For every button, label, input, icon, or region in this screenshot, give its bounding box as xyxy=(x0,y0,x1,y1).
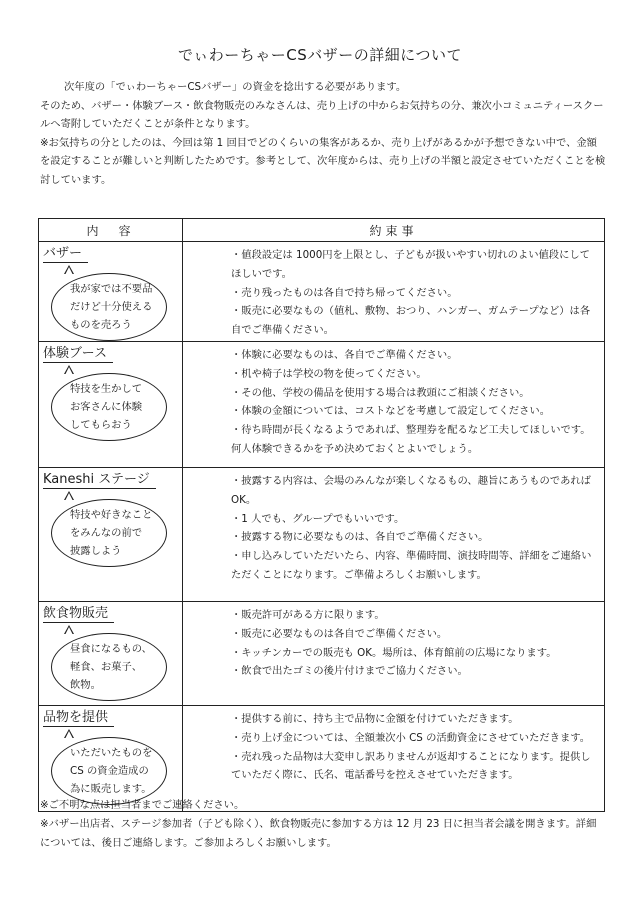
rules-cell xyxy=(183,242,605,342)
rule-item: ・売り残ったものは各自で持ち帰ってください。 xyxy=(231,286,458,299)
bubble-line: 軽食、お菓子、 xyxy=(70,661,143,673)
rule-item: ・売れ残った品物は大変申し訳ありませんが返却することになります。提供していただく際に、氏名、電話番号を控えさせていただきます。 xyxy=(231,750,591,782)
rule-item: ・披露する内容は、会場のみんなが楽しくなるもの、趣旨にあうものであれば OK。 xyxy=(231,475,591,506)
rules-cell xyxy=(183,342,605,468)
table-row xyxy=(39,602,605,706)
category-cell xyxy=(39,342,183,468)
bubble-line: してもらおう xyxy=(70,419,132,431)
rule-item: ・1 人でも、グループでもいいです。 xyxy=(231,512,405,525)
rule-item: ・販売に必要なもの（値札、敷物、おつり、ハンガー、ガムテープなど）は各自でご準備ください。 xyxy=(231,305,591,337)
intro-text xyxy=(40,78,606,190)
bubble-line: 我が家では不要品 xyxy=(70,283,153,295)
rule-item: ・提供する前に、持ち主で品物に金額を付けていただきます。 xyxy=(231,713,519,725)
category-label: Kaneshi ステージ xyxy=(43,472,156,489)
bubble-tail xyxy=(64,491,74,500)
category-label: バザー xyxy=(43,246,88,263)
category-label: 体験ブース xyxy=(43,346,113,363)
bubble-line: 披露しよう xyxy=(70,545,122,557)
intro-paragraph: そのため、バザー・体験ブース・飲食物販売のみなさんは、売り上げの中からお気持ちの分、兼次小コミュニティースクールへ寄附していただくことが条件となります。 xyxy=(40,99,604,131)
rules-cell xyxy=(183,602,605,706)
bubble-tail xyxy=(64,265,74,274)
rule-item: ・売り上げ金については、全額兼次小 CS の活動資金にさせていただきます。 xyxy=(231,731,591,744)
bubble-line: お客さんに体験 xyxy=(70,401,143,413)
rules-cell xyxy=(183,468,605,602)
bubble-line: CS の資金造成の xyxy=(70,765,149,777)
bubble-line: 特技を生かして xyxy=(70,383,143,395)
speech-bubble xyxy=(51,273,167,341)
category-cell xyxy=(39,242,183,342)
header-rules: 約束事 xyxy=(183,219,605,242)
rule-item: ・キッチンカーでの販売も OK。場所は、体育館前の広場になります。 xyxy=(231,646,557,659)
rule-item: ・体験の金額については、コストなどを考慮して設定してください。 xyxy=(231,405,550,418)
bubble-tail xyxy=(64,625,74,634)
rules-table xyxy=(38,218,605,812)
footer-notes xyxy=(40,796,606,853)
bubble-line: いただいたものを xyxy=(70,747,153,759)
bubble-tail xyxy=(64,729,74,738)
rule-item: ・値段設定は 1000円を上限とし、子どもが扱いやすい切れのよい値段にしてほしいです。 xyxy=(231,249,590,280)
speech-bubble xyxy=(51,499,167,567)
rule-item: ・申し込みしていただいたら、内容、準備時間、演技時間等、詳細をご連絡いただくことになります。ご準備よろしくお願いします。 xyxy=(231,550,592,581)
header-content: 内 容 xyxy=(39,219,183,242)
rule-item: ・その他、学校の備品を使用する場合は教頭にご相談ください。 xyxy=(231,386,530,399)
bubble-line: ものを売ろう xyxy=(70,319,132,331)
rule-item: ・待ち時間が長くなるようであれば、整理券を配るなど工夫してほしいです。何人体験できるかを予め決めておくとよいでしょう。 xyxy=(231,424,591,455)
table-header-row xyxy=(39,219,605,242)
intro-paragraph: 次年度の「でぃわーちゃーCSバザー」の資金を捻出する必要があります。 xyxy=(64,81,407,93)
table-row xyxy=(39,242,605,342)
footer-note: ※バザー出店者、ステージ参加者（子ども除く）、飲食物販売に参加する方は 12 月 23 日に担当者会議を開きます。詳細については、後日ご連絡します。ご参加よろしくお願いします。 xyxy=(40,818,597,849)
category-cell xyxy=(39,468,183,602)
table-row xyxy=(39,342,605,468)
speech-bubble xyxy=(51,633,167,701)
category-label: 品物を提供 xyxy=(43,710,114,727)
bubble-line: 飲物。 xyxy=(70,679,101,691)
bubble-line: だけど十分使える xyxy=(70,301,153,313)
speech-bubble xyxy=(51,737,167,805)
table-row xyxy=(39,468,605,602)
category-cell xyxy=(39,602,183,706)
rule-item: ・販売に必要なものは各自でご準備ください。 xyxy=(231,627,448,640)
rule-item: ・飲食で出たゴミの後片付けまでご協力ください。 xyxy=(231,665,468,678)
page-title: でぃわーちゃーCSバザーの詳細について xyxy=(178,46,462,64)
bubble-tail xyxy=(64,365,74,374)
speech-bubble xyxy=(51,373,167,441)
rule-item: ・体験に必要なものは、各自でご準備ください。 xyxy=(231,349,458,361)
bubble-line: 為に販売します。 xyxy=(70,783,152,795)
category-label: 飲食物販売 xyxy=(43,606,114,623)
intro-note: ※お気持ちの分としたのは、今回は第 1 回目でどのくらいの集客があるか、売り上げがあるかが予想できない中で、金額を設定することが難しいと判断したためです。参考として、次年度からは、売り上げの半額と設定させていただくことを検討しています。 xyxy=(40,136,606,186)
rule-item: ・披露する物に必要なものは、各自でご準備ください。 xyxy=(231,531,489,544)
footer-note: ※ご不明な点は担当者までご連絡ください。 xyxy=(40,799,245,811)
rule-item: ・机や椅子は学校の物を使ってください。 xyxy=(231,367,427,380)
bubble-line: 昼食になるもの、 xyxy=(70,643,152,655)
bubble-line: 特技や好きなこと xyxy=(70,509,153,521)
rule-item: ・販売許可がある方に限ります。 xyxy=(231,609,385,621)
bubble-line: をみんなの前で xyxy=(70,527,143,539)
